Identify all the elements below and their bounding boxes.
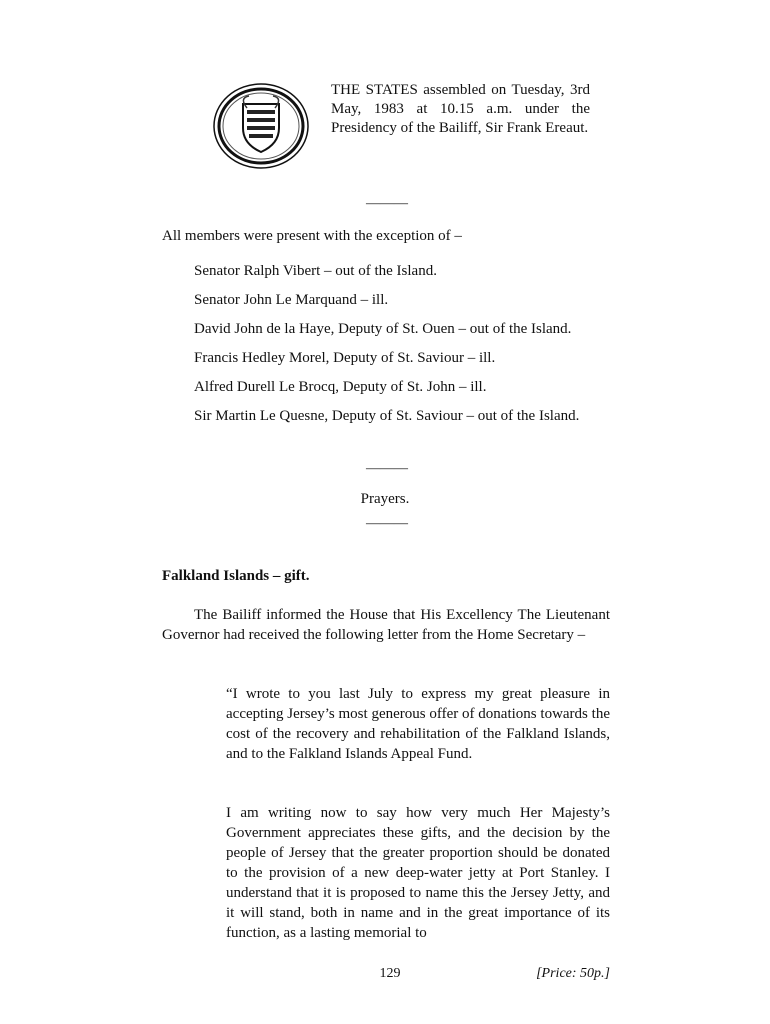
- attendance-intro: All members were present with the exception of –: [162, 228, 462, 244]
- separator-rule: ———: [366, 516, 408, 531]
- page-number: 129: [379, 966, 401, 981]
- absent-member-item: Alfred Durell Le Brocq, Deputy of St. John – ill.: [194, 379, 487, 395]
- absent-member-item: Sir Martin Le Quesne, Deputy of St. Saviour – out of the Island.: [194, 408, 580, 424]
- separator-rule: ———: [366, 461, 408, 476]
- letter-quote-paragraph: “I wrote to you last July to express my great pleasure in accepting Jersey’s most generous offer of donations towards the cost of the recovery and rehabilitation of the Falkland Islands, and to the Falkland Islands Appeal Fund.: [226, 686, 610, 762]
- absent-members-list: [194, 262, 610, 436]
- price-label: [Price: 50p.]: [536, 966, 610, 981]
- separator-rule: ———: [366, 196, 408, 211]
- prayers-heading: Prayers.: [360, 491, 410, 507]
- section-paragraph: The Bailiff informed the House that His Excellency The Lieutenant Governor had received the following letter from the Home Secretary –: [162, 607, 610, 643]
- absent-member-item: Francis Hedley Morel, Deputy of St. Saviour – ill.: [194, 350, 496, 366]
- letter-quote-paragraph: I am writing now to say how very much Her Majesty’s Government appreciates these gifts, and the decision by the people of Jersey that the greater proportion should be donated to the provision of a new deep-water jetty at Port Stanley. I understand that it is proposed to name this the Jersey Jetty, and it will stand, both in name and in the great importance of its function, as a lasting memorial to: [226, 805, 610, 941]
- sitting-header-text: THE STATES assembled on Tuesday, 3rd May, 1983 at 10.15 a.m. under the Presidency of the Bailiff, Sir Frank Ereaut.: [331, 82, 590, 136]
- absent-member-item: Senator Ralph Vibert – out of the Island.: [194, 263, 437, 279]
- absent-member-item: David John de la Haye, Deputy of St. Ouen – out of the Island.: [194, 321, 572, 337]
- jersey-seal-icon: [199, 82, 323, 170]
- absent-member-item: Senator John Le Marquand – ill.: [194, 292, 389, 308]
- section-title: Falkland Islands – gift.: [162, 568, 310, 584]
